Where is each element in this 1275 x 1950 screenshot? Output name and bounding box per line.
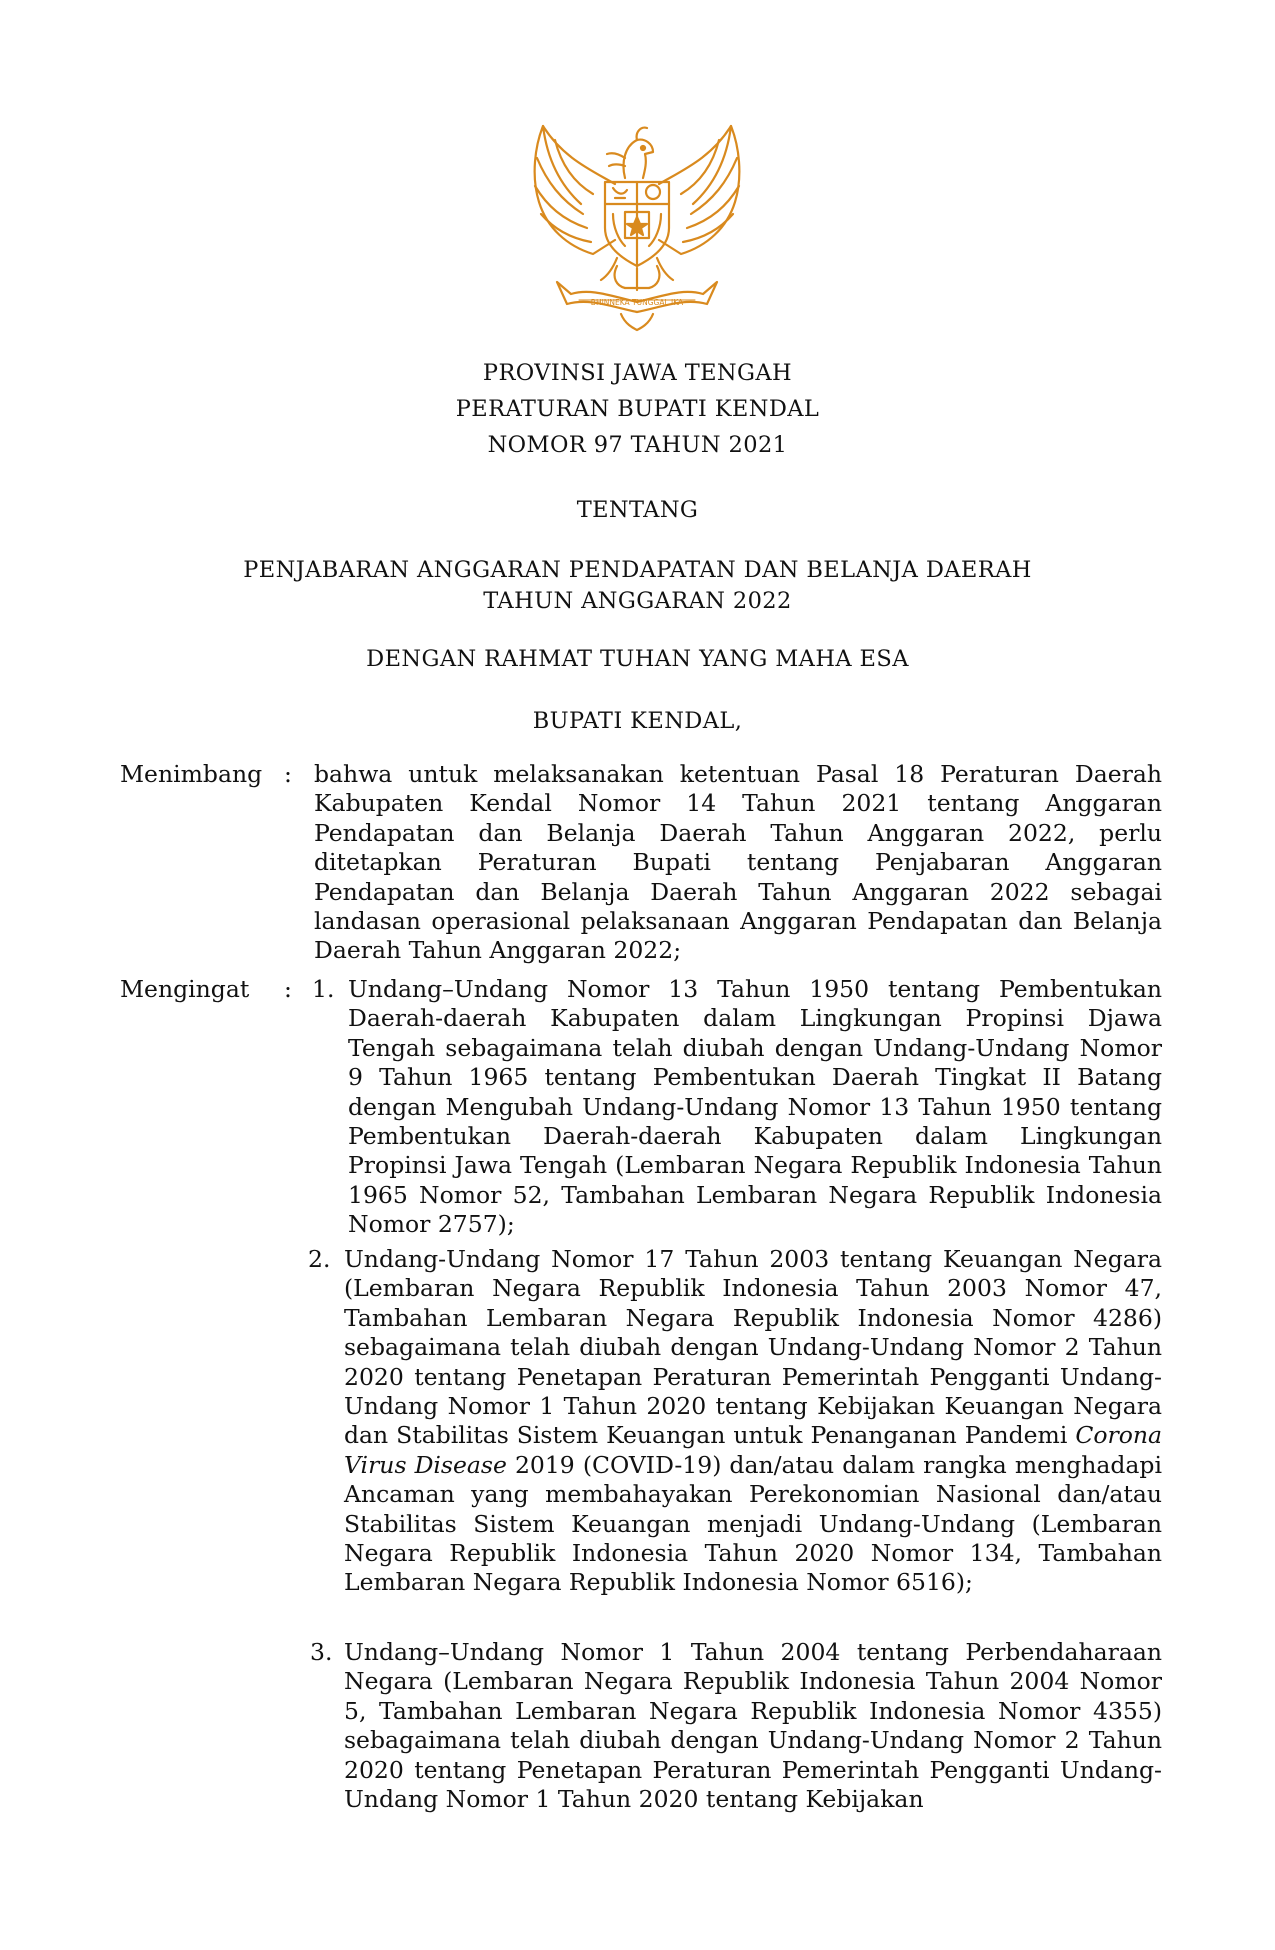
mengingat-item-2-text-part-2: 2019 (COVID-19) dan/atau dalam rangka menghadapi Ancaman yang membahayakan Perekonomian Nasional dan/atau Stabilitas Sistem Keuangan menjadi Undang-Undang (Lembaran Negara Republik Indonesia Tahun 2020 Nomor 134, Tambahan Lembaran Negara Republik Indonesia Nomor 6516); xyxy=(344,1450,1162,1597)
mengingat-item-3-number: 3. xyxy=(310,1638,333,1666)
mengingat-item-2-text xyxy=(344,1245,1162,1598)
mengingat-item-1-text: Undang–Undang Nomor 13 Tahun 1950 tentang Pembentukan Daerah-daerah Kabupaten dalam Lingkungan Propinsi Djawa Tengah sebagaimana telah diubah dengan Undang-Undang Nomor 9 Tahun 1965 tentang Pembentukan Daerah Tingkat II Batang dengan Mengubah Undang-Undang Nomor 13 Tahun 1950 tentang Pembentukan Daerah-daerah Kabupaten dalam Lingkungan Propinsi Jawa Tengah (Lembaran Negara Republik Indonesia Tahun 1965 Nomor 52, Tambahan Lembaran Negara Republik Indonesia Nomor 2757); xyxy=(348,975,1162,1239)
subject-line-1: PENJABARAN ANGGARAN PENDAPATAN DAN BELANJA DAERAH xyxy=(243,557,1032,583)
mengingat-term: Mengingat xyxy=(120,975,250,1003)
mengingat-item-2-text-part-1: Undang-Undang Nomor 17 Tahun 2003 tentang Keuangan Negara (Lembaran Negara Republik Indonesia Tahun 2003 Nomor 47, Tambahan Lembaran Negara Republik Indonesia Nomor 4286) sebagaimana telah diubah dengan Undang-Undang Nomor 2 Tahun 2020 tentang Penetapan Peraturan Pemerintah Pengganti Undang-Undang Nomor 1 Tahun 2020 tentang Kebijakan Keuangan Negara dan Stabilitas Sistem Keuangan untuk Penanganan Pandemi xyxy=(344,1245,1162,1450)
mengingat-colon: : xyxy=(284,975,292,1003)
mengingat-item-2-italic-term: Corona Virus Disease xyxy=(344,1421,1162,1479)
regulation-title: PERATURAN BUPATI KENDAL xyxy=(455,396,820,422)
mengingat-item-2-number: 2. xyxy=(308,1245,331,1273)
about-label: TENTANG xyxy=(576,497,699,523)
emblem-ribbon-text: BHINNEKA TUNGGAL IKA xyxy=(590,298,684,307)
garuda-pancasila-emblem-icon xyxy=(521,118,753,338)
menimbang-colon: : xyxy=(284,760,292,788)
mengingat-item-3-text: Undang–Undang Nomor 1 Tahun 2004 tentang Perbendaharaan Negara (Lembaran Negara Republik Indonesia Tahun 2004 Nomor 5, Tambahan Lembaran Negara Republik Indonesia Nomor 4355) sebagaimana telah diubah dengan Undang-Undang Nomor 2 Tahun 2020 tentang Penetapan Peraturan Pemerintah Pengganti Undang-Undang Nomor 1 Tahun 2020 tentang Kebijakan xyxy=(344,1638,1162,1814)
subject-line-2: TAHUN ANGGARAN 2022 xyxy=(483,588,792,614)
official-title: BUPATI KENDAL, xyxy=(532,708,743,734)
mengingat-item-1-number: 1. xyxy=(312,975,335,1003)
regulation-number: NOMOR 97 TAHUN 2021 xyxy=(487,432,788,458)
invocation: DENGAN RAHMAT TUHAN YANG MAHA ESA xyxy=(366,646,909,672)
menimbang-text: bahwa untuk melaksanakan ketentuan Pasal 18 Peraturan Daerah Kabupaten Kendal Nomor 14 Tahun 2021 tentang Anggaran Pendapatan dan Belanja Daerah Tahun Anggaran 2022, perlu ditetapkan Peraturan Bupati tentang Penjabaran Anggaran Pendapatan dan Belanja Daerah Tahun Anggaran 2022 sebagai landasan operasional pelaksanaan Anggaran Pendapatan dan Belanja Daerah Tahun Anggaran 2022; xyxy=(314,760,1162,965)
menimbang-term: Menimbang xyxy=(120,760,263,788)
province-title: PROVINSI JAWA TENGAH xyxy=(482,360,793,386)
